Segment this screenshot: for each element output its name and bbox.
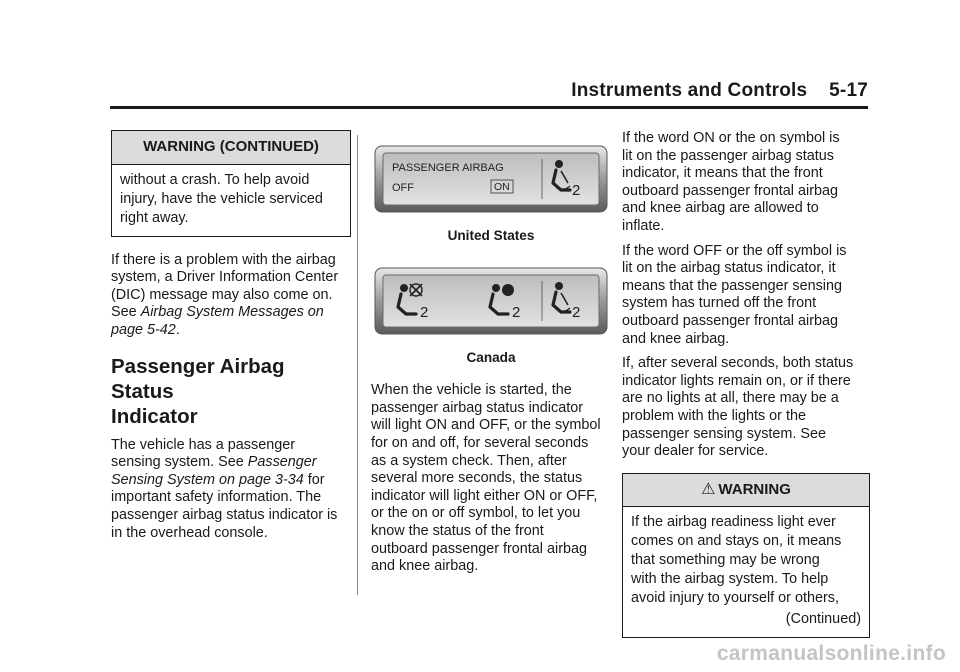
text-line: your dealer for service. [622, 443, 769, 460]
column-left [111, 130, 351, 549]
text-line: as a system check. Then, after [371, 452, 567, 469]
text-line: are no lights at all, there may be a [622, 390, 839, 407]
label-passenger-airbag: PASSENGER AIRBAG [392, 162, 504, 174]
section-heading-line: Passenger Airbag Status [111, 354, 285, 403]
warning-box-continued [111, 130, 351, 237]
text-line: and knee airbag. [371, 558, 479, 575]
figure-canada-indicator [374, 267, 611, 335]
indicator-panel-canada [374, 267, 608, 335]
text-line: passenger airbag status indicator is [111, 506, 338, 523]
text-line [111, 322, 351, 340]
page-header [110, 80, 868, 109]
continued-label: (Continued) [785, 611, 861, 628]
text-line: If the word OFF or the off symbol is [622, 242, 847, 259]
warning-line: that something may be wrong [631, 552, 820, 569]
text-line: lit on the passenger airbag status [622, 147, 834, 164]
text-line: lit on the airbag status indicator, it [622, 260, 836, 277]
text-span: sensing system. See [111, 454, 248, 471]
text-line: problem with the lights or the [622, 407, 806, 424]
warning-text [112, 165, 350, 236]
seat-number: 2 [572, 303, 581, 321]
text-line: inflate. [622, 217, 665, 234]
figure-caption-us: United States [447, 228, 535, 243]
text-line [111, 304, 351, 322]
paragraph-off-status [622, 243, 870, 349]
text-line: When the vehicle is started, the [371, 382, 572, 399]
indicator-panel-us [374, 145, 608, 213]
period: . [175, 321, 180, 338]
warning-triangle-icon: ⚠ [701, 480, 716, 498]
text-line [111, 454, 351, 472]
text-line: and knee airbag. [622, 330, 730, 347]
text-line: system, a Driver Information Center [111, 269, 339, 286]
seat-number: 2 [572, 182, 581, 199]
text-line: indicator will light either ON or OFF, [371, 487, 598, 504]
text-line [111, 472, 351, 490]
text-line: or the on or off symbol, to let you [371, 505, 581, 522]
warning-line: with the airbag system. To help [631, 571, 829, 588]
cross-reference-link[interactable]: Airbag System Messages on [140, 304, 324, 321]
section-heading-line: Indicator [111, 404, 198, 428]
cross-reference-page[interactable]: page 5-42 [111, 321, 176, 338]
text-line: The vehicle has a passenger [111, 436, 295, 453]
see-text: See [111, 304, 141, 321]
warning-text [623, 507, 869, 637]
text-line: indicator, it means that the front [622, 165, 823, 182]
warning-line: comes on and stays on, it means [631, 533, 842, 550]
warning-box [622, 473, 870, 639]
text-line: in the overhead console. [111, 524, 268, 541]
label-off: OFF [392, 182, 414, 194]
watermark: carmanualsonline.info [716, 642, 946, 665]
text-line: outboard passenger frontal airbag [622, 312, 839, 329]
text-line: If there is a problem with the airbag [111, 251, 336, 268]
column-divider [357, 135, 358, 595]
column-right [622, 130, 870, 653]
text-line: important safety information. The [111, 489, 322, 506]
text-span: for [303, 471, 325, 488]
warning-header [623, 474, 869, 508]
paragraph-both-lights [622, 355, 870, 461]
warning-line: avoid injury to yourself or others, [631, 590, 839, 607]
text-line: and knee airbag are allowed to [622, 200, 819, 217]
text-line: for on and off, for several seconds [371, 434, 589, 451]
paragraph-dic-message [111, 252, 351, 340]
section-heading [111, 354, 351, 429]
text-line: passenger sensing system. See [622, 425, 826, 442]
text-line: (DIC) message may also come on. [111, 286, 333, 303]
paragraph-system-check [371, 382, 611, 576]
text-line: means that the passenger sensing [622, 277, 842, 294]
text-line: If the word ON or the on symbol is [622, 130, 840, 146]
warning-line: injury, have the vehicle serviced [120, 190, 323, 207]
panel-face [383, 153, 599, 205]
seat-number: 2 [512, 303, 521, 321]
warning-line: without a crash. To help avoid [120, 171, 310, 188]
cross-reference-link[interactable]: Passenger [247, 454, 317, 471]
paragraph-on-status [622, 130, 870, 236]
text-line: passenger airbag status indicator [371, 399, 583, 416]
warning-title: WARNING (CONTINUED) [112, 131, 350, 165]
text-line: outboard passenger frontal airbag [371, 540, 588, 557]
page-title: Instruments and Controls 5-17 [571, 80, 868, 101]
text-line: outboard passenger frontal airbag [622, 182, 839, 199]
text-line: system has turned off the front [622, 295, 817, 312]
column-middle [371, 130, 611, 583]
warning-title: WARNING [718, 480, 791, 498]
figure-caption-canada: Canada [466, 349, 516, 365]
text-line: indicator lights remain on, or if there [622, 372, 851, 389]
text-line: If, after several seconds, both status [622, 355, 854, 372]
label-on: ON [494, 181, 510, 193]
figure-us-indicator [374, 145, 611, 213]
text-line: will light ON and OFF, or the symbol [371, 417, 601, 434]
seat-number: 2 [420, 303, 429, 321]
text-line: know the status of the front [371, 522, 544, 539]
paragraph-sensing-system [111, 437, 351, 543]
cross-reference-page[interactable]: Sensing System on page 3-34 [111, 471, 304, 488]
warning-line: If the airbag readiness light ever [631, 514, 836, 531]
text-line: several more seconds, the status [371, 470, 583, 487]
warning-line: right away. [120, 209, 189, 226]
